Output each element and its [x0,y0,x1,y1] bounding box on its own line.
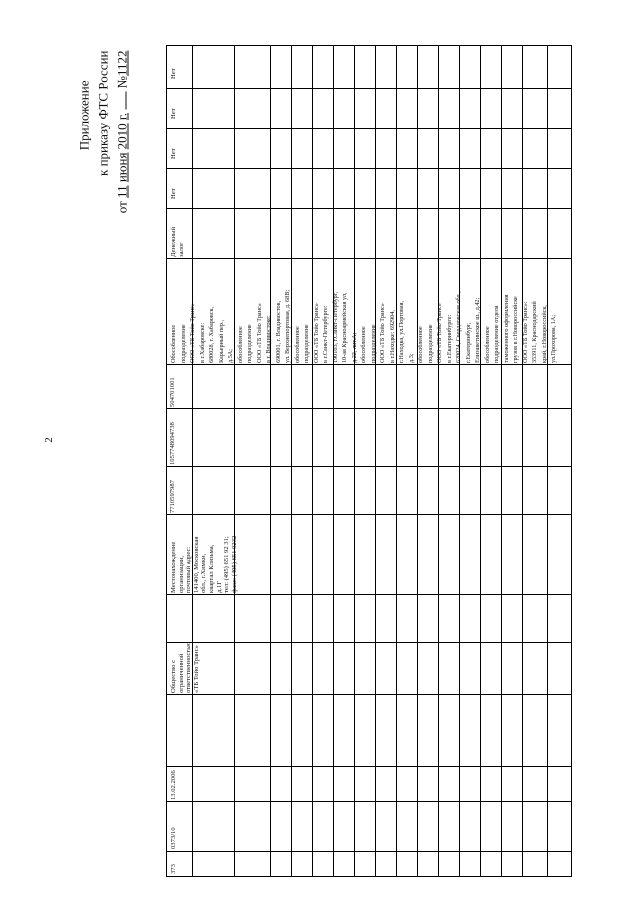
grid-col [438,46,439,876]
cell-name: Общество с ограниченной ответственностью «ТБ Тойо Транс» [170,641,200,693]
grid-row [167,128,571,129]
grid-row [167,364,571,365]
appendix-from: от [114,201,130,214]
grid-row [167,694,571,695]
appendix-blank [114,92,127,110]
appendix-month: июня [114,152,130,183]
cell-security: Денежный залог [170,226,185,257]
grid-col [522,46,523,876]
appendix-date-line [113,51,132,291]
grid-col [417,46,418,876]
cell-flag-1: Нет [170,188,177,199]
grid-col [291,46,292,876]
grid-col [501,46,502,876]
page-number: 2 [43,437,55,443]
grid-col [396,46,397,876]
grid-col [270,46,271,876]
register-table [166,45,572,877]
grid-col [547,46,548,876]
grid-row [167,408,571,409]
grid-col [312,46,313,876]
appendix-number: 1122 [114,50,130,77]
grid-row [167,851,571,852]
appendix-number-prefix: № [114,76,130,89]
cell-location: Местонахождение организации, почтовый адрес: 141400, Московская обл., г.Химки, квартал Клязьма, д.1Г тел: (495) 651 92 31; факс: (495) 651 9232 [170,535,238,593]
appendix-year-suffix: г. [114,112,130,121]
cell-branches: Обособленное подразделение ООО «ТБ Тойо Транс» в г.Хабаровске: 680028, г. Хабаровск, Карьерный пер., д.5А; обособленное подразделение ООО «ТБ Тойо Транс» в г. Владивостоке: 690001, г. Владивосток, ул. Верхнепортовая, д. 68В; обособленное подразделение ООО «ТБ Тойо Транс» в г.Санкт-Петербурге: 190103, г.Санкт-Петербург, 10-ая Красноармейская ул, д.22, лит.А; обособленное подразделение ООО «ТБ Тойо Транс» в г.Находке: 692904, г.Находка, ул.Портовая, д.3; обособленное подразделение ООО «ТБ Тойо Транс» в г.Екатеринбурге: 620024, Свердловская обл., г.Екатеринбург, Елизаветинское ш., д.42; обособленное подразделение отдела таможенного оформления грузов в г.Новороссийске ООО «ТБ Тойо Транс»: 353911, Краснодарский край, г.Новороссийск, ул.Прохорова, 1А; [170,289,557,363]
cell-flag-3: Нет [170,108,177,119]
grid-row [167,168,571,169]
grid-col [375,46,376,876]
grid-row [167,801,571,802]
grid-col [354,46,355,876]
cell-ogrn: 1057748094738 [169,422,176,465]
appendix-header [75,50,140,290]
cell-index: 373 [170,864,177,874]
grid-row [167,466,571,467]
grid-row [167,88,571,89]
cell-reg-number: 0373/10 [170,827,177,849]
appendix-day: 11 [114,185,130,198]
grid-row [167,766,571,767]
appendix-order-line: к приказу ФТС России [95,50,111,176]
cell-inn: 7710597987 [169,480,176,513]
grid-col [480,46,481,876]
grid-col [333,46,334,876]
cell-kpp: 504701001 [169,377,176,407]
grid-col [234,46,235,876]
grid-col [192,46,193,876]
appendix-year: 2010 [114,123,130,150]
cell-flag-4: Нет [170,68,177,79]
cell-date: 13.02.2006 [170,770,177,800]
cell-flag-2: Нет [170,148,177,159]
grid-col [459,46,460,876]
grid-row [167,208,571,209]
appendix-title: Приложение [76,80,92,151]
